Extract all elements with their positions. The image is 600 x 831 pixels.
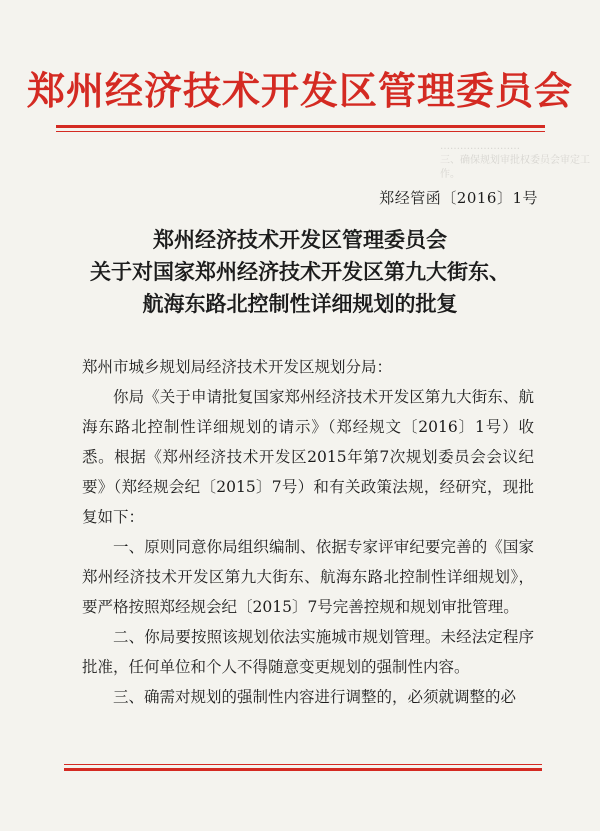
addressee: 郑州市城乡规划局经济技术开发区规划分局：: [82, 358, 393, 376]
paragraph-item-1: 一、原则同意你局组织编制、依据专家评审纪要完善的《国家郑州经济技术开发区第九大街东、航海东路北控制性详细规划》，要严格按照郑经规会纪〔2015〕7号完善控规和规划审批管理。: [82, 538, 534, 616]
document-body: [82, 352, 534, 712]
title-line-3: 航海东路北控制性详细规划的批复: [142, 291, 458, 316]
bleed-line-1: ……………………: [440, 141, 520, 152]
letterhead-rule-thin: [56, 131, 545, 132]
footer-rule-thick: [64, 768, 542, 771]
document-title: [0, 224, 600, 320]
letterhead-rule-thick: [56, 125, 545, 128]
paragraph-request: 你局《关于申请批复国家郑州经济技术开发区第九大街东、航海东路北控制性详细规划的请示》（郑经规文〔2016〕1号）收悉。根据《郑州经济技术开发区2015年第7次规划委员会会议纪要》（郑经规会纪〔2015〕7号）和有关政策法规，经研究，现批复如下：: [82, 388, 534, 526]
footer-rule-thin: [64, 764, 542, 765]
document-number: 郑经管函〔2016〕1号: [379, 189, 538, 207]
paragraph-item-2: 二、你局要按照该规划依法实施城市规划管理。未经法定程序批准，任何单位和个人不得随意变更规划的强制性内容。: [82, 628, 534, 676]
title-line-2: 关于对国家郑州经济技术开发区第九大街东、: [90, 259, 510, 284]
letterhead-title: 郑州经济技术开发区管理委员会: [26, 68, 573, 113]
paragraph-item-3: 三、确需对规划的强制性内容进行调整的，必须就调整的必: [113, 688, 517, 706]
title-line-1: 郑州经济技术开发区管理委员会: [153, 227, 447, 252]
bleed-line-2: 三、确保规划审批权委员会审定工作。: [440, 155, 590, 180]
bleed-through-text: [440, 140, 590, 182]
